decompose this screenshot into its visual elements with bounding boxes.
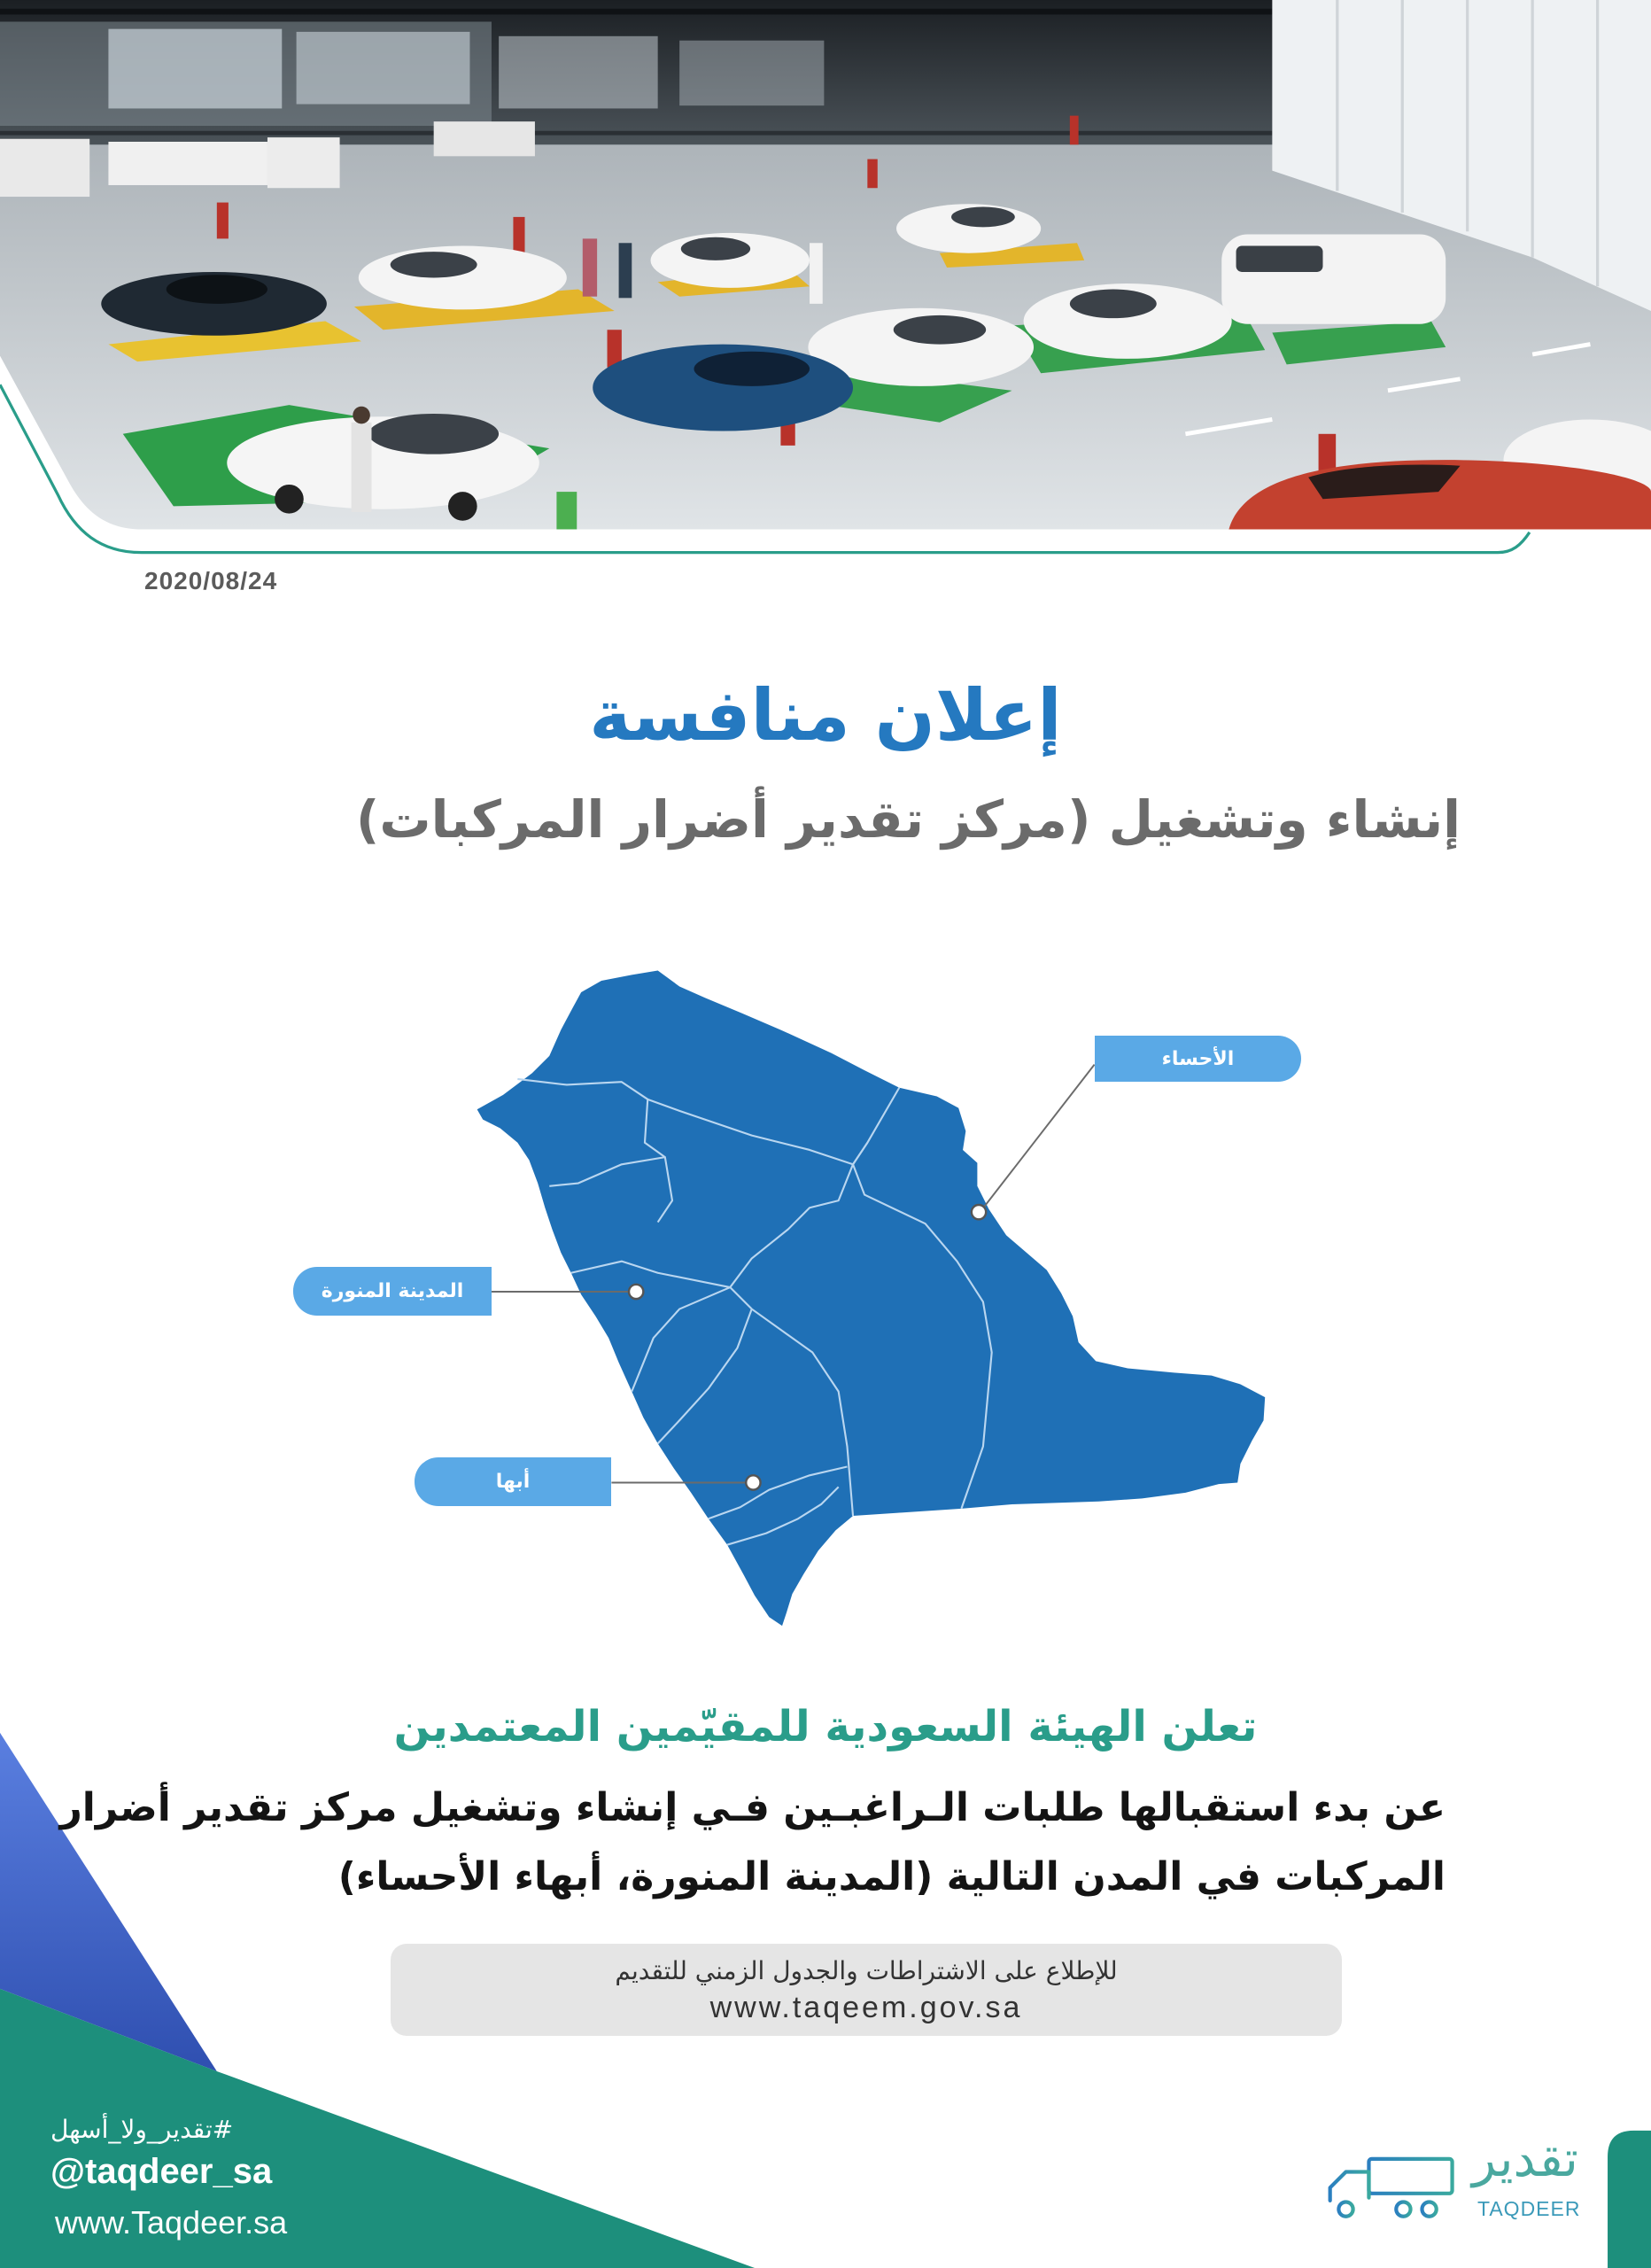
- announcement-lead: تعلن الهيئة السعودية للمقيّمين المعتمدين: [393, 1702, 1258, 1751]
- logo-wordmark-latin: TAQDEER: [1477, 2197, 1581, 2220]
- announcement-line: المركبات في المدن التالية (المدينة المنورة، أبهاء الأحساء): [337, 1854, 1446, 1899]
- footer-hashtag: #تقدير_ولا_أسهل: [50, 2115, 234, 2144]
- page-title: إعلان منافسة: [589, 674, 1062, 757]
- page-subtitle: إنشاء وتشغيل (مركز تقدير أضرار المركبات): [355, 789, 1461, 850]
- map-label-abha: أبها: [415, 1457, 611, 1506]
- info-url: www.taqeem.gov.sa: [709, 1991, 1023, 2024]
- map-label-madinah: المدينة المنورة: [293, 1267, 492, 1316]
- footer-handle: @taqdeer_sa: [50, 2152, 273, 2191]
- map-label-ahsa: الأحساء: [1095, 1036, 1301, 1082]
- logo-wordmark-arabic: تقدير: [1472, 2131, 1578, 2188]
- city-marker-ahsa: [972, 1065, 1095, 1220]
- header-photo: [0, 0, 1651, 530]
- info-note: للإطلاع على الاشتراطات والجدول الزمني للتقديم: [615, 1956, 1118, 1985]
- info-box: [391, 1944, 1342, 2036]
- footer-website: www.Taqdeer.sa: [55, 2204, 288, 2241]
- publish-date: 2020/08/24: [144, 567, 278, 594]
- announcement-line: عن بدء استقبالها طلبات الـراغبـين فـي إنشاء وتشغيل مركز تقدير أضرار: [59, 1785, 1446, 1830]
- right-edge-tab: [1608, 2131, 1651, 2268]
- truck-icon: [1308, 2155, 1460, 2219]
